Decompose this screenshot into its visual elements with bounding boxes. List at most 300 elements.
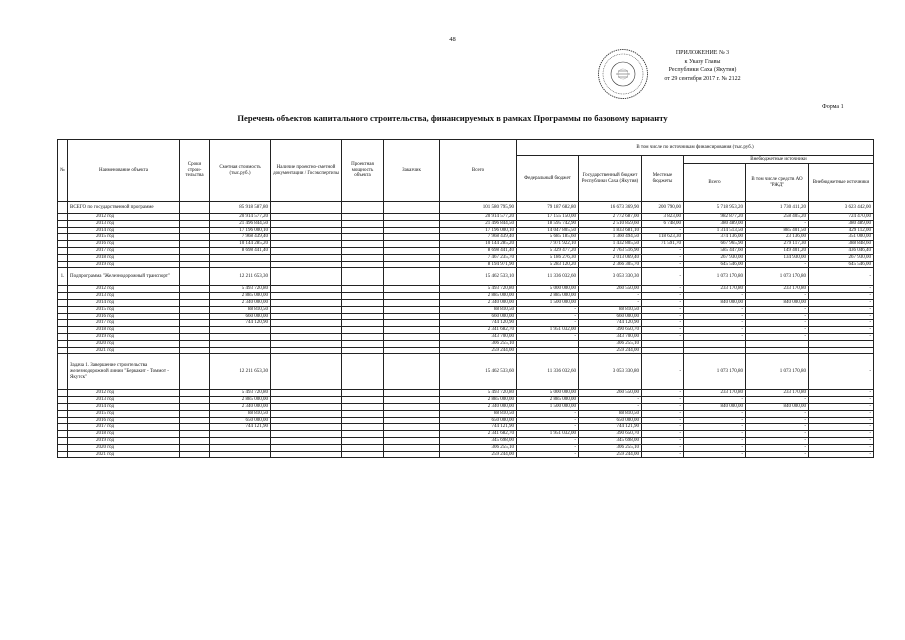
row-est-cost: 12 211 653,30 [210, 268, 271, 286]
row-ob-total: 233 170,80 [684, 286, 746, 293]
annex-block [655, 49, 750, 83]
row-est-cost: 2 340 000,00 [210, 403, 271, 410]
row-customer [384, 286, 440, 293]
row-number [58, 254, 68, 261]
row-federal: 11 336 032,60 [517, 354, 579, 390]
row-name: 2019 год [68, 261, 180, 268]
form-label: Форма 1 [822, 104, 844, 110]
row-state: 2 510 859,60 [579, 220, 642, 227]
row-federal: - [517, 424, 579, 431]
row-ob-total: 1 073 170,80 [684, 268, 746, 286]
row-ob-rzd: 258 405,20 [746, 214, 809, 221]
row-est-cost [210, 261, 271, 268]
table-row [58, 417, 874, 424]
row-state: 1 833 681,10 [579, 227, 642, 234]
row-customer [384, 227, 440, 234]
row-state: 744 121,90 [579, 424, 642, 431]
row-capacity [342, 214, 384, 221]
row-local: 71 591,70 [642, 241, 684, 248]
row-est-cost [210, 437, 271, 444]
row-customer [384, 410, 440, 417]
annex-line-3: Республики Саха (Якутия) [668, 67, 737, 74]
row-ob-total: - [684, 437, 746, 444]
row-federal: 17 155 150,00 [517, 214, 579, 221]
row-number [58, 347, 68, 354]
row-state: - [579, 293, 642, 300]
row-ob-rzd: 840 000,00 [746, 299, 809, 306]
row-ob-other: 724 470,00 [809, 214, 874, 221]
row-local: - [642, 306, 684, 313]
row-ob-total: - [684, 417, 746, 424]
table-row [58, 410, 874, 417]
row-capacity [342, 444, 384, 451]
row-docs [271, 241, 342, 248]
row-terms [180, 403, 210, 410]
row-name: 2020 год [68, 340, 180, 347]
row-capacity [342, 220, 384, 227]
row-total: 2 340 000,00 [440, 299, 517, 306]
row-number [58, 333, 68, 340]
header-total: Всего [440, 140, 517, 202]
row-customer [384, 202, 440, 214]
row-ob-other: - [809, 403, 874, 410]
row-ob-total: 233 170,80 [684, 390, 746, 397]
row-state: 390 650,70 [579, 431, 642, 438]
row-number [58, 403, 68, 410]
row-customer [384, 437, 440, 444]
row-est-cost: 85 918 587,80 [210, 202, 271, 214]
row-number [58, 354, 68, 390]
row-federal: - [517, 313, 579, 320]
row-state: 2 772 687,00 [579, 214, 642, 221]
row-local: - [642, 333, 684, 340]
header-offbudget: Внебюджетные источники [684, 156, 874, 164]
objects-table [57, 139, 874, 458]
row-name: Задача 1. Завершение строительства железнодорожной линии "Беркакит - Томмот - Якутск" [68, 354, 180, 390]
row-ob-other: 429 112,00 [809, 227, 874, 234]
row-ob-other: - [809, 306, 874, 313]
row-ob-other: - [809, 333, 874, 340]
row-name: 2018 год [68, 254, 180, 261]
row-local: - [642, 437, 684, 444]
row-total: 744 120,90 [440, 320, 517, 327]
annex-line-4: от 29 сентября 2017 г. № 2122 [664, 75, 741, 82]
header-ob-rzd: В том числе средств АО "РЖД" [746, 164, 809, 202]
row-ob-other: - [809, 354, 874, 390]
row-ob-other: 3 623 442,00 [809, 202, 874, 214]
row-docs [271, 286, 342, 293]
row-terms [180, 340, 210, 347]
row-customer [384, 234, 440, 241]
row-total: 15 462 533,10 [440, 268, 517, 286]
row-ob-rzd: - [746, 220, 809, 227]
row-local [642, 340, 684, 347]
row-ob-other: 267 930,00 [809, 254, 874, 261]
row-ob-total: 840 000,00 [684, 403, 746, 410]
row-name: 2012 год [68, 390, 180, 397]
row-number [58, 410, 68, 417]
row-federal: 7 971 922,10 [517, 241, 579, 248]
row-ob-other [809, 347, 874, 354]
row-capacity [342, 451, 384, 458]
row-state: 3 053 330,30 [579, 268, 642, 286]
row-customer [384, 247, 440, 254]
row-state: 343 700,00 [579, 333, 642, 340]
row-number [58, 227, 68, 234]
row-est-cost [210, 340, 271, 347]
row-total: 8 194 971,90 [440, 261, 517, 268]
row-docs [271, 403, 342, 410]
row-total: 2 341 682,70 [440, 327, 517, 334]
row-ob-rzd: 233 170,80 [746, 286, 809, 293]
row-customer [384, 293, 440, 300]
row-name: 2018 год [68, 327, 180, 334]
table-row [58, 241, 874, 248]
row-name: 2015 год [68, 410, 180, 417]
row-number [58, 220, 68, 227]
row-est-cost: 8 698 441,40 [210, 247, 271, 254]
row-est-cost: 650 000,00 [210, 417, 271, 424]
row-capacity [342, 234, 384, 241]
row-total: 21 496 844,50 [440, 220, 517, 227]
row-ob-total: 374 136,00 [684, 234, 746, 241]
row-state: 306 255,10 [579, 444, 642, 451]
row-local: 6 748,00 [642, 220, 684, 227]
row-customer [384, 417, 440, 424]
row-state: 2 013 069,40 [579, 254, 642, 261]
row-number [58, 313, 68, 320]
header-state: Государственный бюджет Республики Саха (Якутия) [579, 156, 642, 202]
row-docs [271, 299, 342, 306]
row-local: - [642, 268, 684, 286]
row-ob-rzd [746, 340, 809, 347]
row-total: 259 244,00 [440, 451, 517, 458]
row-local [642, 347, 684, 354]
row-customer [384, 451, 440, 458]
row-ob-rzd: 1 073 170,80 [746, 354, 809, 390]
row-total: 306 255,10 [440, 444, 517, 451]
row-ob-rzd: 23 136,00 [746, 234, 809, 241]
row-terms [180, 347, 210, 354]
header-terms: Сроки строи-тельства [180, 140, 210, 202]
row-docs [271, 424, 342, 431]
row-ob-total [684, 340, 746, 347]
row-state: 3 053 330,80 [579, 354, 642, 390]
row-federal: - [517, 333, 579, 340]
row-federal: - [517, 417, 579, 424]
row-state: 1 432 805,50 [579, 241, 642, 248]
row-ob-rzd: - [746, 313, 809, 320]
row-name: 2013 год [68, 397, 180, 404]
row-docs [271, 410, 342, 417]
row-state: 660 000,00 [579, 313, 642, 320]
row-terms [180, 313, 210, 320]
row-ob-total: - [684, 293, 746, 300]
row-name: 2012 год [68, 286, 180, 293]
row-terms [180, 202, 210, 214]
row-terms [180, 214, 210, 221]
table-row [58, 347, 874, 354]
row-state: 306 255,10 [579, 340, 642, 347]
table-row [58, 306, 874, 313]
row-customer [384, 299, 440, 306]
row-ob-rzd: 1 730 411,20 [746, 202, 809, 214]
official-seal-icon [597, 48, 649, 100]
row-local: - [642, 410, 684, 417]
row-ob-total: 5 718 953,20 [684, 202, 746, 214]
row-ob-rzd: - [746, 431, 809, 438]
row-docs [271, 451, 342, 458]
header-federal: Федеральный бюджет [517, 156, 579, 202]
row-total: 88 810,50 [440, 306, 517, 313]
row-name: 2013 год [68, 293, 180, 300]
row-ob-rzd: 840 000,00 [746, 403, 809, 410]
row-docs [271, 220, 342, 227]
row-local: 118 623,30 [642, 234, 684, 241]
row-ob-other: - [809, 327, 874, 334]
row-capacity [342, 333, 384, 340]
row-ob-total: - [684, 424, 746, 431]
table-row [58, 254, 874, 261]
row-docs [271, 313, 342, 320]
row-local: - [642, 354, 684, 390]
row-ob-other: - [809, 431, 874, 438]
row-federal: 1 500 000,00 [517, 403, 579, 410]
row-customer [384, 397, 440, 404]
row-ob-total: 840 000,00 [684, 299, 746, 306]
row-capacity [342, 313, 384, 320]
row-capacity [342, 202, 384, 214]
row-terms [180, 431, 210, 438]
row-customer [384, 431, 440, 438]
row-federal: - [517, 444, 579, 451]
row-local: - [642, 431, 684, 438]
row-name: 2019 год [68, 333, 180, 340]
row-capacity [342, 247, 384, 254]
row-est-cost: 744 121,90 [210, 424, 271, 431]
row-capacity [342, 261, 384, 268]
row-total: 5 493 720,80 [440, 286, 517, 293]
row-ob-rzd: - [746, 293, 809, 300]
row-total: 20 914 577,20 [440, 214, 517, 221]
table-row [58, 327, 874, 334]
row-ob-rzd: - [746, 424, 809, 431]
row-est-cost: 88 810,50 [210, 306, 271, 313]
row-federal: 18 595 742,90 [517, 220, 579, 227]
row-capacity [342, 227, 384, 234]
row-number [58, 340, 68, 347]
row-ob-other: - [809, 313, 874, 320]
row-state: - [579, 299, 642, 306]
row-docs [271, 234, 342, 241]
row-ob-total: 267 930,00 [684, 254, 746, 261]
row-ob-other: 351 000,00 [809, 234, 874, 241]
row-ob-total: 380 489,00 [684, 220, 746, 227]
row-ob-other: - [809, 451, 874, 458]
row-total: 2 341 682,70 [440, 431, 517, 438]
row-est-cost: 7 968 439,40 [210, 234, 271, 241]
row-state: 88 810,50 [579, 306, 642, 313]
row-est-cost: 660 000,00 [210, 313, 271, 320]
row-federal: - [517, 437, 579, 444]
row-federal: 5 000 000,00 [517, 286, 579, 293]
row-total: 101 580 795,90 [440, 202, 517, 214]
row-customer [384, 320, 440, 327]
row-docs [271, 390, 342, 397]
table-row [58, 320, 874, 327]
row-ob-other: - [809, 444, 874, 451]
row-federal: 5 329 477,20 [517, 247, 579, 254]
row-capacity [342, 268, 384, 286]
row-state: 650 000,00 [579, 417, 642, 424]
row-capacity [342, 320, 384, 327]
row-ob-rzd: - [746, 451, 809, 458]
row-terms [180, 390, 210, 397]
row-terms [180, 333, 210, 340]
row-number [58, 306, 68, 313]
row-terms [180, 437, 210, 444]
row-local: - [642, 299, 684, 306]
row-capacity [342, 424, 384, 431]
row-local: - [642, 424, 684, 431]
row-ob-rzd: 134 930,00 [746, 254, 809, 261]
row-name: 2015 год [68, 234, 180, 241]
row-number [58, 293, 68, 300]
row-est-cost [210, 347, 271, 354]
row-ob-total: 982 877,20 [684, 214, 746, 221]
row-capacity [342, 299, 384, 306]
row-capacity [342, 340, 384, 347]
row-number [58, 286, 68, 293]
row-local: 3 823,00 [642, 214, 684, 221]
row-capacity [342, 410, 384, 417]
row-ob-rzd: - [746, 417, 809, 424]
row-number [58, 299, 68, 306]
table-row [58, 234, 874, 241]
row-ob-rzd: - [746, 437, 809, 444]
row-ob-total: 585 447,60 [684, 247, 746, 254]
row-number [58, 397, 68, 404]
row-ob-other: - [809, 397, 874, 404]
row-total: 345 698,00 [440, 437, 517, 444]
row-customer [384, 333, 440, 340]
row-docs [271, 247, 342, 254]
row-number [58, 437, 68, 444]
row-capacity [342, 403, 384, 410]
row-ob-other: - [809, 424, 874, 431]
row-state: 2 366 305,70 [579, 261, 642, 268]
row-est-cost: 5 493 720,80 [210, 390, 271, 397]
row-federal: 1 500 000,00 [517, 299, 579, 306]
row-local: - [642, 451, 684, 458]
row-est-cost: 21 496 844,50 [210, 220, 271, 227]
row-customer [384, 354, 440, 390]
row-name: 2014 год [68, 403, 180, 410]
row-capacity [342, 354, 384, 390]
row-total: 5 493 720,80 [440, 390, 517, 397]
row-ob-rzd: - [746, 327, 809, 334]
row-name: 2017 год [68, 247, 180, 254]
row-name: 2016 год [68, 241, 180, 248]
row-total: 10 144 285,20 [440, 241, 517, 248]
row-name: 2012 год [68, 214, 180, 221]
row-local: - [642, 397, 684, 404]
row-ob-total: 1 073 170,80 [684, 354, 746, 390]
row-capacity [342, 241, 384, 248]
row-name: 2016 год [68, 313, 180, 320]
row-customer [384, 241, 440, 248]
row-terms [180, 424, 210, 431]
row-total: 660 000,00 [440, 313, 517, 320]
row-state: 744 120,90 [579, 320, 642, 327]
row-customer [384, 306, 440, 313]
row-customer [384, 254, 440, 261]
row-ob-rzd: 233 170,80 [746, 390, 809, 397]
row-name: 2017 год [68, 320, 180, 327]
row-name: 2016 год [68, 417, 180, 424]
row-state: 390 650,70 [579, 327, 642, 334]
row-ob-other: - [809, 437, 874, 444]
row-federal: 1 951 032,00 [517, 327, 579, 334]
row-docs [271, 306, 342, 313]
row-docs [271, 444, 342, 451]
row-docs [271, 327, 342, 334]
row-terms [180, 254, 210, 261]
row-docs [271, 268, 342, 286]
row-total: 744 121,90 [440, 424, 517, 431]
row-ob-total: 645 546,00 [684, 261, 746, 268]
row-ob-other: - [809, 320, 874, 327]
row-state: 345 698,00 [579, 437, 642, 444]
row-local: - [642, 390, 684, 397]
row-customer [384, 327, 440, 334]
row-docs [271, 354, 342, 390]
row-est-cost: 20 914 577,20 [210, 214, 271, 221]
row-capacity [342, 417, 384, 424]
row-est-cost: 10 144 285,20 [210, 241, 271, 248]
row-terms [180, 354, 210, 390]
header-ob-other: Внебюджетные источники [809, 164, 874, 202]
row-local: - [642, 403, 684, 410]
row-customer [384, 261, 440, 268]
header-capacity: Проектная мощность объекта [342, 140, 384, 202]
table-row [58, 286, 874, 293]
row-local: - [642, 293, 684, 300]
table-row [58, 424, 874, 431]
row-number [58, 320, 68, 327]
row-terms [180, 397, 210, 404]
row-state: 259 244,00 [579, 347, 642, 354]
row-terms [180, 234, 210, 241]
row-ob-other: - [809, 293, 874, 300]
row-customer [384, 347, 440, 354]
row-terms [180, 268, 210, 286]
row-number [58, 202, 68, 214]
row-name: 2013 год [68, 220, 180, 227]
row-number [58, 417, 68, 424]
row-name: 2019 год [68, 437, 180, 444]
table-body [58, 202, 874, 458]
row-capacity [342, 347, 384, 354]
row-ob-rzd: 149 401,20 [746, 247, 809, 254]
row-total: 17 196 000,10 [440, 227, 517, 234]
row-est-cost: 744 120,90 [210, 320, 271, 327]
row-ob-other: - [809, 299, 874, 306]
row-terms [180, 410, 210, 417]
row-number [58, 451, 68, 458]
table-row [58, 451, 874, 458]
row-federal: 11 336 032,60 [517, 268, 579, 286]
